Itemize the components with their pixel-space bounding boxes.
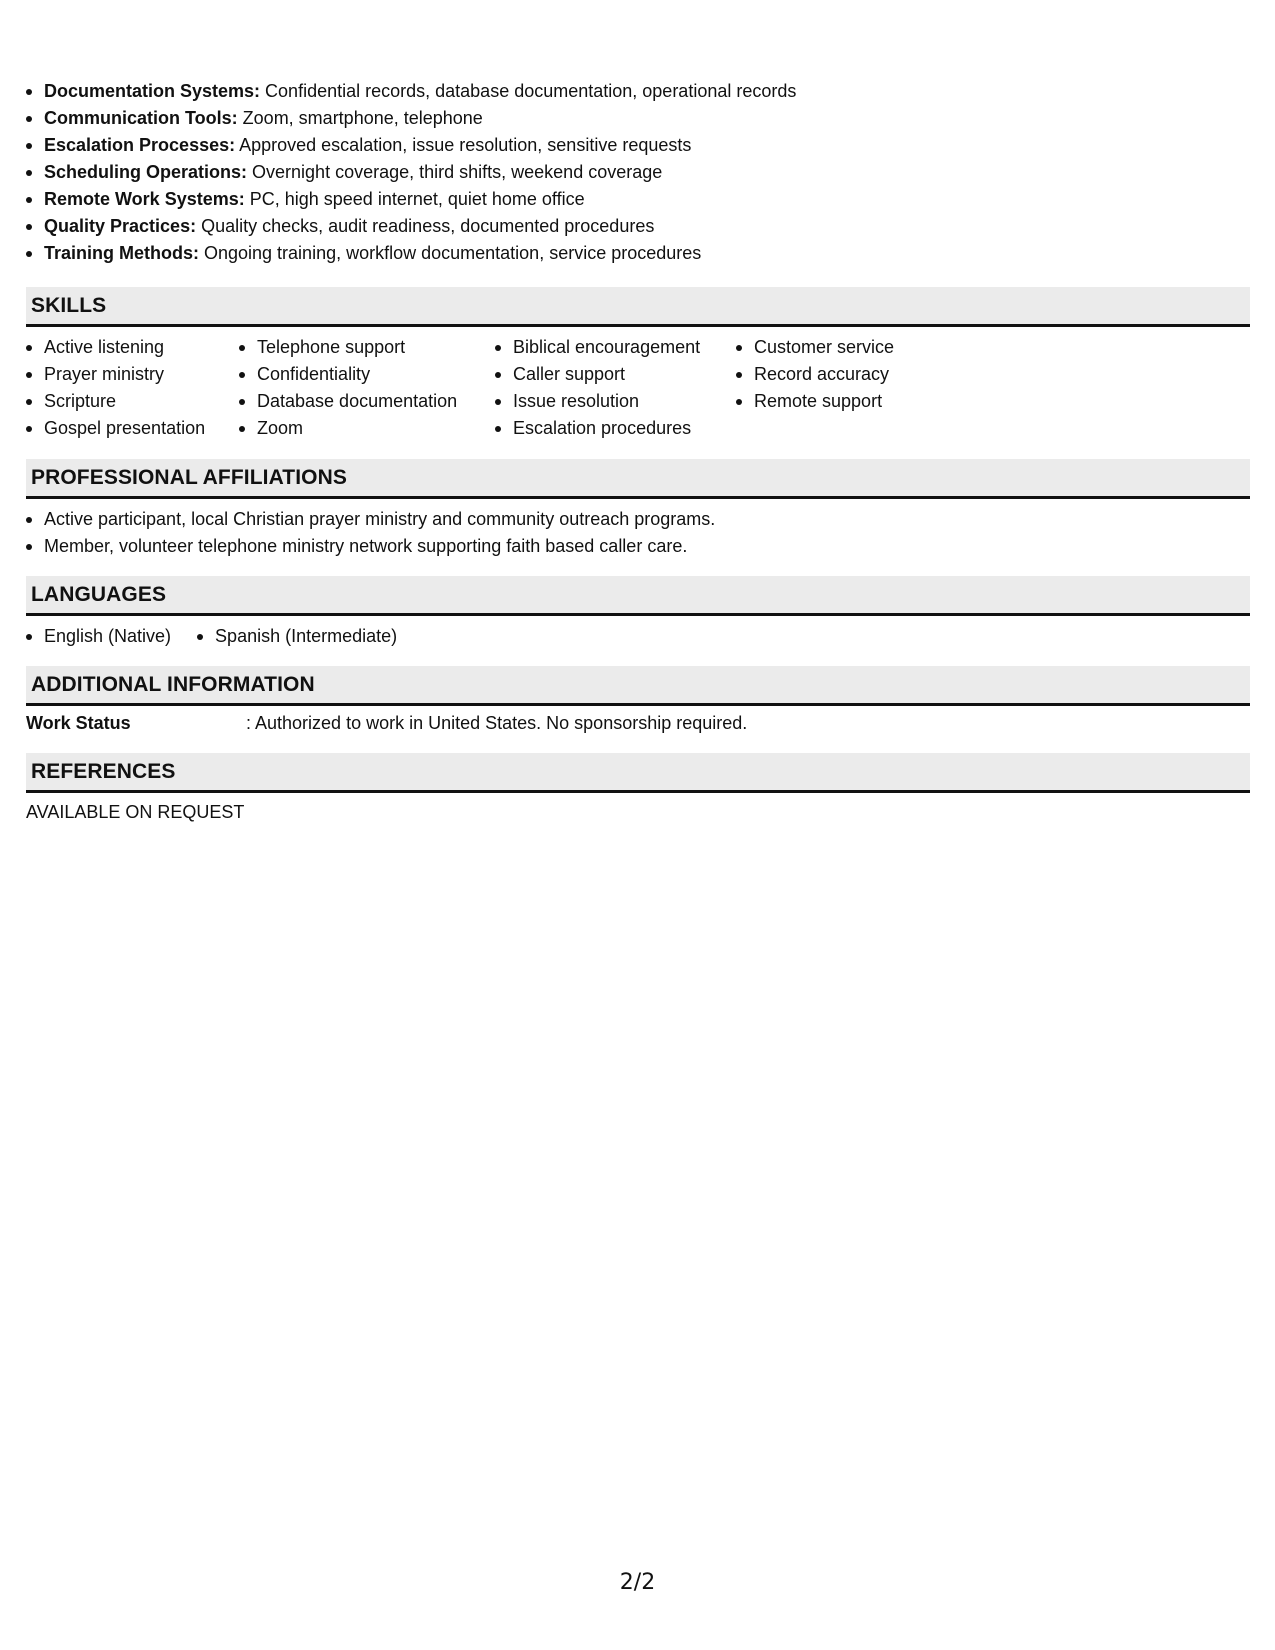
- references-text: AVAILABLE ON REQUEST: [26, 802, 245, 822]
- item-text: PC, high speed internet, quiet home office: [244, 189, 585, 209]
- affiliations-section: [26, 459, 1250, 560]
- skill-item: Database documentation: [239, 388, 495, 415]
- section-header-languages: LANGUAGES: [26, 576, 1250, 616]
- work-status-label: Work Status: [26, 713, 131, 733]
- affiliations-list: [26, 506, 1250, 560]
- skill-item: Issue resolution: [495, 388, 736, 415]
- languages-section: [26, 576, 1250, 650]
- list-item: [26, 213, 1250, 240]
- work-status-row: [26, 710, 1250, 737]
- skills-column-1: [26, 334, 239, 442]
- skill-item: Gospel presentation: [26, 415, 239, 442]
- item-label: Escalation Processes:: [44, 135, 236, 155]
- skills-section: [26, 287, 1250, 442]
- skill-item: Scripture: [26, 388, 239, 415]
- section-header-affiliations: PROFESSIONAL AFFILIATIONS: [26, 459, 1250, 499]
- work-status-value: : Authorized to work in United States. No sponsorship required.: [246, 713, 748, 733]
- skill-item: Active listening: [26, 334, 239, 361]
- skill-item: Record accuracy: [736, 361, 1036, 388]
- section-header-references: REFERENCES: [26, 753, 1250, 793]
- item-text: Overnight coverage, third shifts, weekend coverage: [247, 162, 663, 182]
- section-header-skills: SKILLS: [26, 287, 1250, 327]
- page-number: 2/2: [619, 1570, 656, 1595]
- item-text: Ongoing training, workflow documentation, service procedures: [199, 243, 702, 263]
- skill-item: Zoom: [239, 415, 495, 442]
- item-label: Remote Work Systems:: [44, 189, 245, 209]
- tools-list: [26, 78, 1250, 267]
- skill-item: Customer service: [736, 334, 1036, 361]
- list-item: [26, 78, 1250, 105]
- skills-column-3: [495, 334, 736, 442]
- skill-item: Escalation procedures: [495, 415, 736, 442]
- skill-item: Remote support: [736, 388, 1036, 415]
- language-item: English (Native): [26, 623, 171, 650]
- list-item: [26, 132, 1250, 159]
- skill-item: Biblical encouragement: [495, 334, 736, 361]
- item-text: Approved escalation, issue resolution, sensitive requests: [235, 135, 692, 155]
- item-label: Documentation Systems:: [44, 81, 261, 101]
- list-item: Member, volunteer telephone ministry network supporting faith based caller care.: [26, 533, 1250, 560]
- skills-grid: [26, 334, 1250, 442]
- list-item: [26, 186, 1250, 213]
- skills-column-2: [239, 334, 495, 442]
- skill-item: Confidentiality: [239, 361, 495, 388]
- item-label: Quality Practices:: [44, 216, 197, 236]
- section-header-additional: ADDITIONAL INFORMATION: [26, 666, 1250, 706]
- skills-column-4: [736, 334, 1036, 442]
- list-item: [26, 159, 1250, 186]
- resume-page: [26, 78, 1250, 826]
- additional-section: [26, 666, 1250, 737]
- item-text: Zoom, smartphone, telephone: [237, 108, 483, 128]
- language-item: Spanish (Intermediate): [197, 623, 397, 650]
- item-label: Communication Tools:: [44, 108, 238, 128]
- list-item: Active participant, local Christian prayer ministry and community outreach programs.: [26, 506, 1250, 533]
- skill-item: Caller support: [495, 361, 736, 388]
- item-label: Training Methods:: [44, 243, 199, 263]
- skill-item: Telephone support: [239, 334, 495, 361]
- item-label: Scheduling Operations:: [44, 162, 248, 182]
- item-text: Confidential records, database documentation, operational records: [260, 81, 797, 101]
- references-section: [26, 753, 1250, 826]
- list-item: [26, 105, 1250, 132]
- item-text: Quality checks, audit readiness, documented procedures: [196, 216, 655, 236]
- skill-item: Prayer ministry: [26, 361, 239, 388]
- languages-list: [26, 623, 1250, 650]
- list-item: [26, 240, 1250, 267]
